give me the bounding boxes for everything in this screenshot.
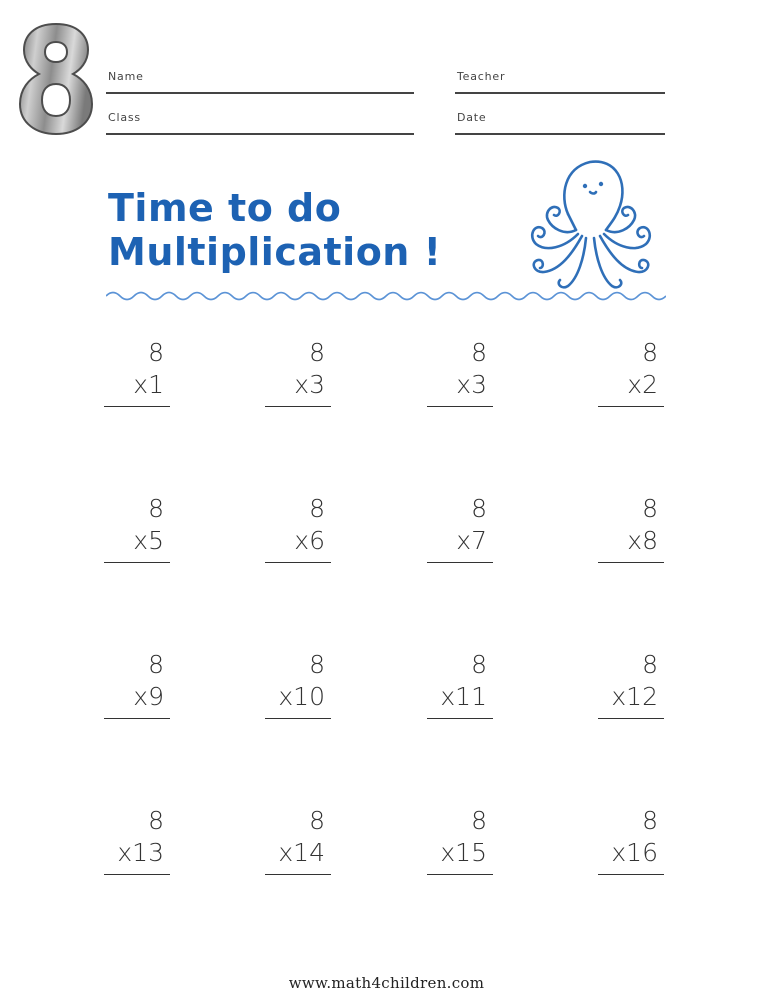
multiplication-problem <box>427 650 493 730</box>
answer-line[interactable] <box>427 874 493 875</box>
multiplicand: 8 <box>471 338 487 367</box>
answer-line[interactable] <box>104 562 170 563</box>
multiplication-problem <box>265 338 331 418</box>
multiplier: x7 <box>456 526 487 555</box>
multiplication-problem <box>265 494 331 574</box>
multiplier: x15 <box>440 838 487 867</box>
multiplication-problem <box>104 806 170 886</box>
multiplier: x10 <box>278 682 325 711</box>
multiplicand: 8 <box>471 806 487 835</box>
class-label: Class <box>108 111 141 124</box>
answer-line[interactable] <box>265 874 331 875</box>
answer-line[interactable] <box>427 562 493 563</box>
multiplicand: 8 <box>642 806 658 835</box>
multiplier: x14 <box>278 838 325 867</box>
multiplicand: 8 <box>642 650 658 679</box>
answer-line[interactable] <box>104 406 170 407</box>
multiplication-problem <box>427 338 493 418</box>
multiplicand: 8 <box>148 650 164 679</box>
multiplicand: 8 <box>642 494 658 523</box>
multiplier: x5 <box>133 526 164 555</box>
multiplication-problem <box>598 338 664 418</box>
multiplication-problem <box>265 806 331 886</box>
answer-line[interactable] <box>427 718 493 719</box>
multiplier: x2 <box>627 370 658 399</box>
multiplication-problem <box>104 650 170 730</box>
title-line-1: Time to do <box>108 186 342 230</box>
answer-line[interactable] <box>598 562 664 563</box>
title-line-2: Multiplication ! <box>108 230 442 274</box>
teacher-label: Teacher <box>457 70 506 83</box>
multiplication-problem <box>598 806 664 886</box>
multiplicand: 8 <box>309 650 325 679</box>
name-label: Name <box>108 70 144 83</box>
footer-url: www.math4children.com <box>288 974 485 992</box>
multiplication-problem <box>427 494 493 574</box>
multiplicand: 8 <box>471 650 487 679</box>
answer-line[interactable] <box>598 718 664 719</box>
multiplication-problem <box>104 338 170 418</box>
multiplier: x6 <box>294 526 325 555</box>
multiplicand: 8 <box>309 806 325 835</box>
multiplicand: 8 <box>148 494 164 523</box>
multiplier: x13 <box>117 838 164 867</box>
answer-line[interactable] <box>104 874 170 875</box>
multiplicand: 8 <box>309 494 325 523</box>
answer-line[interactable] <box>265 562 331 563</box>
multiplicand: 8 <box>642 338 658 367</box>
answer-line[interactable] <box>427 406 493 407</box>
answer-line[interactable] <box>104 718 170 719</box>
multiplier: x11 <box>440 682 487 711</box>
multiplication-problem <box>598 494 664 574</box>
multiplier: x1 <box>133 370 164 399</box>
multiplication-problem <box>598 650 664 730</box>
answer-line[interactable] <box>265 718 331 719</box>
multiplicand: 8 <box>148 338 164 367</box>
answer-line[interactable] <box>265 406 331 407</box>
answer-line[interactable] <box>598 874 664 875</box>
multiplier: x9 <box>133 682 164 711</box>
multiplier: x3 <box>456 370 487 399</box>
multiplication-problem <box>265 650 331 730</box>
multiplication-problem <box>104 494 170 574</box>
multiplicand: 8 <box>148 806 164 835</box>
multiplier: x3 <box>294 370 325 399</box>
date-label: Date <box>457 111 487 124</box>
answer-line[interactable] <box>598 406 664 407</box>
multiplicand: 8 <box>309 338 325 367</box>
multiplier: x12 <box>611 682 658 711</box>
multiplicand: 8 <box>471 494 487 523</box>
multiplier: x16 <box>611 838 658 867</box>
multiplication-problem <box>427 806 493 886</box>
multiplier: x8 <box>627 526 658 555</box>
